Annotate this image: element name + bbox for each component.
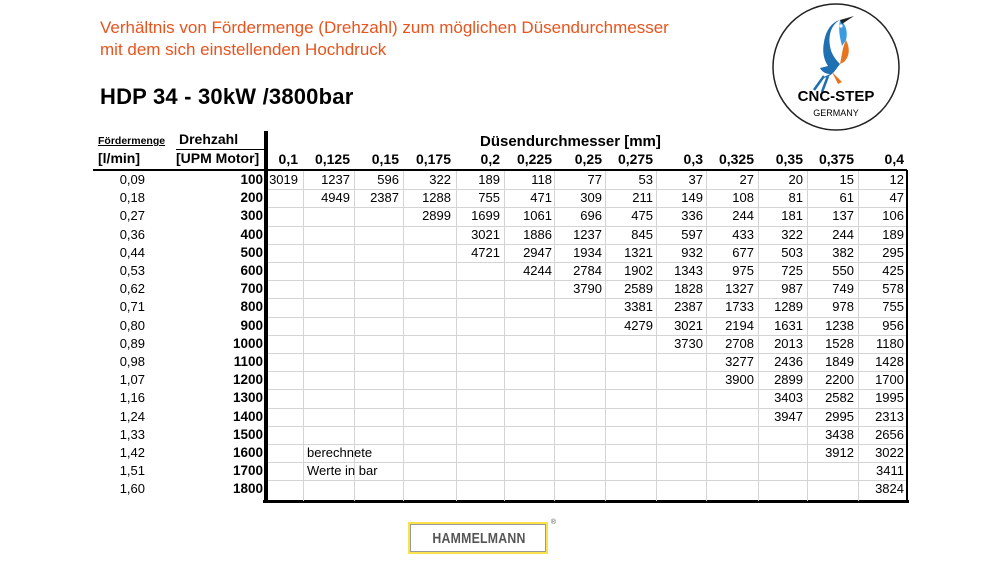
pressure-cell: 1902 [624, 263, 653, 278]
pressure-cell: 1327 [725, 281, 754, 297]
note-line-2: Werte in bar [307, 463, 378, 478]
note-line-1: berechnete [307, 445, 373, 460]
pressure-cell: 956 [882, 317, 904, 333]
pressure-cell: 81 [788, 190, 803, 206]
pressure-cell: 3947 [774, 408, 803, 424]
flow-rate: 1,24 [119, 408, 145, 424]
pressure-cell: 3411 [876, 463, 904, 479]
pressure-cell: 3824 [875, 481, 904, 497]
pressure-cell: 3438 [825, 426, 854, 442]
pressure-cell: 137 [832, 208, 854, 224]
rpm-value: 1800 [232, 481, 263, 497]
pressure-cell: 3277 [725, 354, 754, 369]
pressure-cell: 4279 [624, 317, 653, 333]
rpm-value: 1700 [232, 463, 263, 479]
pressure-cell: 1237 [321, 172, 350, 187]
nozzle-header: 0,35 [775, 151, 803, 167]
flow-rate: 0,18 [119, 190, 145, 206]
pressure-cell: 2708 [725, 335, 754, 351]
rpm-value: 800 [240, 299, 263, 315]
rpm-value: 1100 [233, 354, 263, 369]
flow-rate: 1,60 [119, 481, 145, 497]
pressure-cell: 4244 [523, 263, 552, 278]
pressure-cell: 3021 [471, 226, 500, 242]
pressure-cell: 696 [580, 208, 602, 224]
flow-rate: 1,16 [119, 390, 145, 406]
flow-rate: 1,42 [119, 445, 145, 460]
pressure-cell: 27 [739, 172, 754, 187]
pressure-cell: 578 [882, 281, 904, 297]
pressure-cell: 1700 [875, 372, 904, 388]
flow-rate: 0,27 [119, 208, 145, 224]
rpm-value: 400 [240, 226, 263, 242]
pressure-cell: 2589 [624, 281, 653, 297]
nozzle-header: 0,375 [818, 151, 854, 167]
pressure-cell: 3022 [875, 445, 904, 460]
pressure-cell: 322 [781, 226, 803, 242]
pressure-cell: 37 [688, 172, 703, 187]
pressure-cell: 2995 [825, 408, 854, 424]
pressure-cell: 149 [681, 190, 703, 206]
pressure-cell: 1428 [875, 354, 904, 369]
pressure-cell: 1180 [876, 335, 904, 351]
pressure-cell: 1995 [875, 390, 904, 406]
nozzle-header: 0,4 [884, 151, 904, 167]
rpm-value: 1300 [232, 390, 263, 406]
pressure-cell: 2194 [725, 317, 754, 333]
rpm-value: 900 [240, 317, 263, 333]
rpm-value: 600 [240, 263, 263, 278]
header-upm: [UPM Motor] [176, 150, 260, 166]
divider [263, 500, 909, 503]
pressure-cell: 2899 [774, 372, 803, 388]
pressure-cell: 12 [889, 172, 904, 187]
rpm-value: 700 [240, 281, 263, 297]
flow-rate: 0,09 [119, 172, 145, 187]
pressure-cell: 2947 [523, 244, 552, 260]
flow-rate: 0,89 [119, 335, 145, 351]
pressure-cell: 749 [832, 281, 854, 297]
subtitle-line-2: mit dem sich einstellenden Hochdruck [100, 40, 387, 59]
pressure-cell: 725 [781, 263, 803, 278]
pressure-cell: 3730 [674, 335, 703, 351]
pressure-cell: 47 [889, 190, 904, 206]
pressure-cell: 2387 [674, 299, 703, 315]
pressure-cell: 1288 [422, 190, 451, 206]
pressure-cell: 244 [832, 226, 854, 242]
pressure-cell: 118 [531, 172, 552, 187]
grid-line [303, 171, 304, 501]
pressure-cell: 475 [631, 208, 653, 224]
flow-rate: 0,98 [119, 354, 145, 369]
grid-line [504, 171, 505, 501]
pressure-cell: 425 [882, 263, 904, 278]
header-duesendurchmesser: Düsendurchmesser [mm] [480, 133, 661, 150]
pressure-cell: 755 [478, 190, 500, 206]
pressure-cell: 295 [882, 244, 904, 260]
pressure-cell: 53 [638, 172, 653, 187]
rpm-value: 500 [240, 244, 263, 260]
rpm-value: 100 [240, 172, 263, 187]
flow-rate: 0,36 [119, 226, 145, 242]
pressure-cell: 3403 [774, 390, 803, 406]
pressure-cell: 181 [781, 208, 803, 224]
page-title: HDP 34 - 30kW /3800bar [100, 84, 354, 109]
hammelmann-logo [408, 519, 556, 556]
pressure-cell: 189 [882, 226, 904, 242]
pressure-cell: 987 [781, 281, 803, 297]
pressure-cell: 932 [681, 244, 703, 260]
pressure-cell: 4949 [321, 190, 350, 206]
rpm-value: 1400 [232, 408, 263, 424]
pressure-cell: 20 [788, 172, 803, 187]
pressure-cell: 244 [732, 208, 754, 224]
flow-rate: 0,44 [119, 244, 145, 260]
hammelmann-brand: HAMMELMANN [432, 530, 526, 547]
pressure-cell: 211 [632, 190, 653, 206]
note [307, 444, 378, 480]
rpm-value: 1600 [232, 445, 263, 460]
pressure-cell: 471 [530, 190, 552, 206]
pressure-cell: 597 [681, 226, 703, 242]
logo-sub: GERMANY [813, 108, 859, 118]
rpm-value: 1200 [232, 372, 263, 388]
nozzle-header: 0,2 [480, 151, 500, 167]
pressure-cell: 1237 [573, 226, 602, 242]
pressure-cell: 77 [587, 172, 602, 187]
flow-rate: 1,33 [119, 426, 145, 442]
subtitle-line-1: Verhältnis von Fördermenge (Drehzahl) zum möglichen Düsendurchmesser [100, 18, 669, 37]
rpm-value: 1500 [232, 426, 263, 442]
rpm-value: 1000 [232, 335, 263, 351]
pressure-cell: 755 [882, 299, 904, 315]
logo-name: CNC-STEP [797, 88, 875, 105]
divider [176, 149, 264, 150]
registered-mark: ® [550, 519, 556, 526]
pressure-cell: 503 [781, 244, 803, 260]
pressure-cell: 2899 [422, 208, 451, 224]
pressure-cell: 2387 [370, 190, 399, 206]
pressure-cell: 3790 [573, 281, 602, 297]
nozzle-header: 0,25 [574, 151, 602, 167]
grid-line [554, 171, 555, 501]
grid-line [605, 171, 606, 501]
header-foerdermenge: Fördermenge [98, 135, 166, 147]
flow-rate: 0,53 [119, 263, 145, 278]
pressure-cell: 433 [732, 226, 754, 242]
nozzle-header: 0,125 [314, 151, 350, 167]
pressure-cell: 1631 [774, 317, 803, 333]
pressure-cell: 3900 [725, 372, 754, 388]
pressure-cell: 336 [681, 208, 703, 224]
pressure-cell: 4721 [471, 244, 500, 260]
pressure-cell: 1061 [523, 208, 552, 224]
pressure-cell: 1343 [674, 263, 703, 278]
pressure-cell: 3021 [674, 317, 703, 333]
divider [906, 170, 908, 502]
rpm-value: 200 [240, 190, 263, 206]
nozzle-header: 0,3 [683, 151, 703, 167]
pressure-cell: 108 [732, 190, 754, 206]
flow-rate: 0,80 [119, 317, 145, 333]
pressure-cell: 2436 [774, 354, 803, 369]
nozzle-header: 0,325 [718, 151, 754, 167]
flow-rate: 0,71 [119, 299, 145, 315]
grid-line [403, 171, 404, 501]
pressure-cell: 2313 [875, 408, 904, 424]
pressure-cell: 3912 [825, 445, 854, 460]
pressure-cell: 61 [839, 190, 854, 206]
header-lmin: [l/min] [98, 150, 140, 166]
pressure-cell: 3381 [624, 299, 653, 315]
rpm-value: 300 [240, 208, 263, 224]
pressure-cell: 1238 [825, 317, 854, 333]
nozzle-header: 0,275 [617, 151, 653, 167]
pressure-cell: 15 [839, 172, 854, 187]
pressure-cell: 189 [478, 172, 500, 187]
pressure-cell: 1828 [674, 281, 703, 297]
nozzle-header: 0,175 [415, 151, 451, 167]
pressure-cell: 2013 [774, 335, 803, 351]
pressure-cell: 1289 [774, 299, 803, 315]
pressure-cell: 2582 [825, 390, 854, 406]
pressure-cell: 1699 [471, 208, 500, 224]
pressure-cell: 1528 [825, 335, 854, 351]
grid-line [268, 480, 906, 481]
pressure-cell: 106 [882, 208, 904, 224]
pressure-cell: 3019 [269, 172, 298, 187]
flow-rate: 0,62 [119, 281, 145, 297]
pressure-cell: 550 [832, 263, 854, 278]
nozzle-header: 0,225 [516, 151, 552, 167]
header-drehzahl: Drehzahl [179, 131, 239, 147]
pressure-cell: 978 [832, 299, 854, 315]
nozzle-header: 0,15 [371, 151, 399, 167]
nozzle-header: 0,1 [278, 151, 298, 167]
flow-rate: 1,07 [119, 372, 145, 388]
pressure-cell: 309 [580, 190, 602, 206]
grid-line [706, 171, 707, 501]
pressure-cell: 845 [631, 226, 653, 242]
flow-rate: 1,51 [119, 463, 145, 479]
pressure-cell: 322 [429, 172, 451, 187]
pressure-cell: 1886 [523, 226, 552, 242]
pressure-cell: 1733 [725, 299, 754, 315]
pressure-cell: 1321 [624, 244, 653, 260]
pressure-cell: 382 [832, 244, 854, 260]
pressure-cell: 975 [732, 263, 754, 278]
pressure-cell: 1934 [573, 244, 602, 260]
pressure-cell: 677 [732, 244, 754, 260]
pressure-cell: 1849 [825, 354, 854, 369]
pressure-cell: 2656 [875, 426, 904, 442]
pressure-cell: 596 [377, 172, 399, 187]
pressure-cell: 2200 [825, 372, 854, 388]
pressure-cell: 2784 [573, 263, 602, 278]
